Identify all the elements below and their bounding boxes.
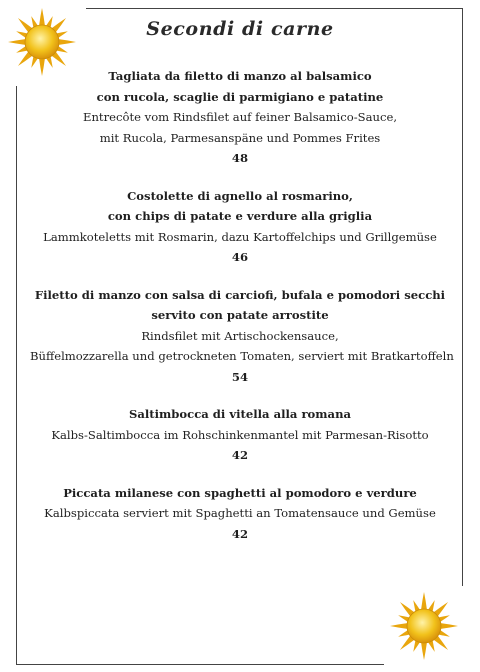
dish-description-german: Rindsfilet mit Artischockensauce, <box>141 328 339 343</box>
dish-price: 48 <box>231 151 249 165</box>
dish-name-italian: Tagliata da filetto di manzo al balsamico <box>108 69 372 83</box>
dish-name-italian: Filetto di manzo con salsa di carciofi, bufala e pomodori secchi <box>34 287 446 302</box>
sun-ray <box>441 623 458 629</box>
dish-description-german: mit Rucola, Parmesanspäne und Pommes Frites <box>99 130 381 145</box>
sun-disc <box>407 609 441 643</box>
dish-price: 54 <box>231 369 249 384</box>
menu-item <box>30 66 450 169</box>
sun-ray <box>421 592 427 609</box>
dish-name-italian: Saltimbocca di vitella alla romana <box>128 407 352 421</box>
menu-list <box>30 66 454 561</box>
dish-price: 42 <box>231 526 249 541</box>
dish-price: 42 <box>231 448 249 462</box>
dish-name-italian: con rucola, scaglie di parmigiano e patatine <box>96 89 384 104</box>
dish-name-italian: Costolette di agnello al rosmarino, <box>127 188 353 203</box>
dish-description-german: Kalbs-Saltimbocca im Rohschinkenmantel mit Parmesan-Risotto <box>51 427 429 442</box>
sun-icon <box>388 590 460 662</box>
dish-price: 46 <box>231 250 249 264</box>
menu-item <box>30 404 450 466</box>
dish-name-italian: con chips di patate e verdure alla griglia <box>107 209 373 223</box>
dish-description-german: Entrecôte vom Rindsfilet auf feiner Balsamico-Sauce, <box>82 110 398 124</box>
page-title: Secondi di carne <box>146 18 334 40</box>
dish-name-italian: servito con patate arrostite <box>151 308 329 322</box>
menu-item <box>30 285 454 388</box>
menu-item <box>30 186 450 268</box>
dish-description-german: Kalbspiccata serviert mit Spaghetti an Tomatensauce und Gemüse <box>44 506 436 520</box>
menu-item <box>30 483 450 545</box>
dish-description-german: Büffelmozzarella und getrockneten Tomaten, serviert mit Bratkartoffeln <box>30 349 454 363</box>
sun-ray <box>421 643 427 660</box>
dish-description-german: Lammkoteletts mit Rosmarin, dazu Kartoffelchips und Grillgemüse <box>43 229 437 244</box>
dish-name-italian: Piccata milanese con spaghetti al pomodoro e verdure <box>63 485 417 500</box>
sun-ray <box>390 623 407 629</box>
